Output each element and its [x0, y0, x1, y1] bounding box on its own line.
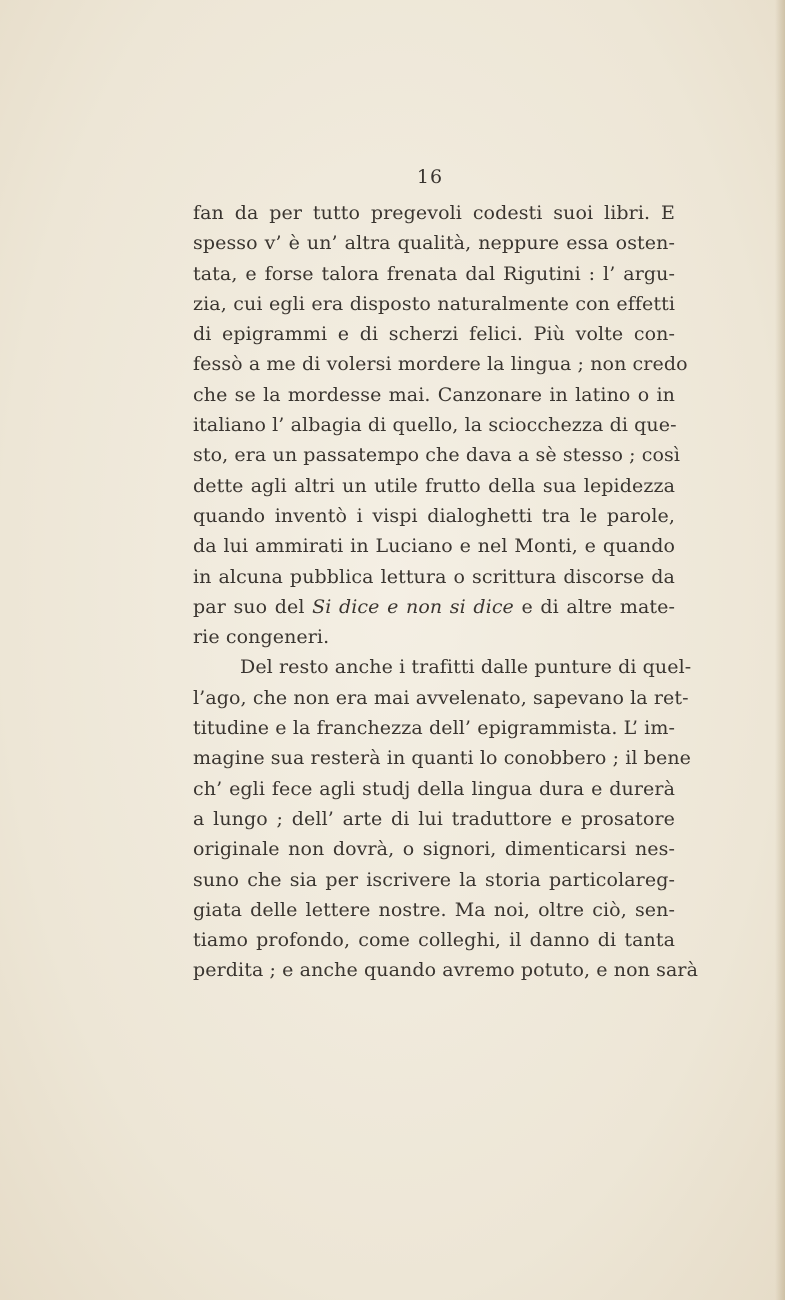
page-number: 16 — [416, 166, 444, 188]
text-line: originale non dovrà, o signori, dimenticarsi nes- — [193, 838, 675, 861]
text-line: ch’ egli fece agli studj della lingua dura e durerà — [193, 777, 675, 800]
text-line: spesso v’ è un’ altra qualità, neppure essa osten- — [193, 232, 675, 255]
text-line-indented: Del resto anche i trafitti dalle punture di quel- — [240, 656, 692, 679]
paragraph-2 — [193, 652, 699, 985]
text-line: che se la mordesse mai. Canzonare in latino o in — [193, 383, 675, 406]
page-edge-shadow — [775, 0, 785, 1300]
text-line: titudine e la franchezza dell’ epigrammista. L’ im- — [193, 717, 675, 740]
italic-title: Si dice e non si dice — [312, 595, 514, 618]
body-text — [193, 198, 699, 986]
text-span: e di altre mate- — [513, 595, 675, 618]
text-line: in alcuna pubblica lettura o scrittura discorse da — [193, 565, 675, 588]
text-line: fan da per tutto pregevoli codesti suoi libri. E — [193, 202, 675, 224]
text-span: par suo del — [193, 595, 313, 618]
text-line: tata, e forse talora frenata dal Rigutini : l’ argu- — [193, 262, 675, 285]
text-line-last: rie congeneri. — [193, 626, 330, 649]
text-line: magine sua resterà in quanti lo conobbero ; il bene — [193, 747, 691, 770]
text-line: tiamo profondo, come colleghi, il danno di tanta — [193, 929, 675, 952]
text-line: dette agli altri un utile frutto della sua lepidezza — [193, 474, 675, 497]
text-line: fessò a me di volersi mordere la lingua ; non credo — [193, 353, 688, 376]
text-line: a lungo ; dell’ arte di lui traduttore e prosatore — [193, 807, 675, 830]
text-line: l’ago, che non era mai avvelenato, sapevano la ret- — [193, 686, 689, 709]
text-line: quando inventò i vispi dialoghetti tra le parole, — [193, 504, 675, 527]
text-line: sto, era un passatempo che dava a sè stesso ; così — [193, 444, 681, 467]
paragraph-1 — [193, 198, 688, 652]
text-line-with-title — [193, 592, 675, 622]
text-line: giata delle lettere nostre. Ma noi, oltre ciò, sen- — [193, 898, 675, 921]
text-line: suno che sia per iscrivere la storia particolareg- — [193, 868, 675, 891]
text-line: italiano l’ albagia di quello, la sciocchezza di que- — [193, 414, 677, 437]
text-line: di epigrammi e di scherzi felici. Più volte con- — [193, 323, 675, 346]
text-line: da lui ammirati in Luciano e nel Monti, e quando — [193, 535, 675, 558]
text-line: zia, cui egli era disposto naturalmente con effetti — [193, 292, 675, 315]
text-line: perdita ; e anche quando avremo potuto, e non sarà — [193, 959, 699, 982]
